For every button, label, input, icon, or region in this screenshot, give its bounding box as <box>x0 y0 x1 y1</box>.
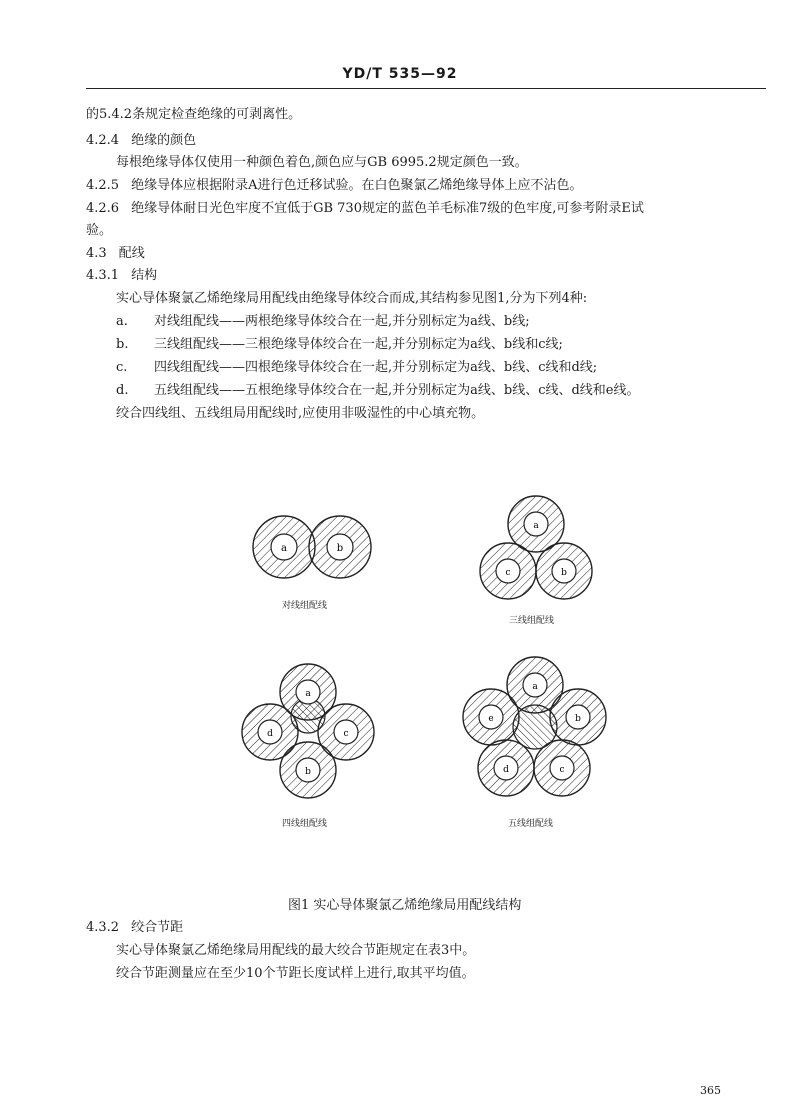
section-number: 4.3.1 <box>86 268 120 283</box>
label-quint: 五线组配线 <box>508 819 554 829</box>
section-text: 绝缘导体应根据附录A进行色迁移试验。在白色聚氯乙烯绝缘导体上应不沾色。 <box>131 178 583 193</box>
figure-caption: 图1 实心导体聚氯乙烯绝缘局用配线结构 <box>288 898 522 913</box>
wire-label-d: d <box>503 765 509 775</box>
section-4-3-2-heading <box>86 919 183 937</box>
wire-label-b: b <box>561 568 567 578</box>
wire-label-b: b <box>575 714 581 724</box>
section-4-2-5 <box>86 177 582 195</box>
page-header: YD/T 535—92 <box>342 66 458 82</box>
continuation-text: 的5.4.2条规定检查绝缘的可剥离性。 <box>86 107 302 122</box>
section-title: 绞合节距 <box>131 920 184 935</box>
item-text: 对线组配线——两根绝缘导体绞合在一起,并分别标定为a线、b线; <box>154 314 530 329</box>
section-title: 结构 <box>131 268 158 283</box>
item-label: c. <box>116 360 128 375</box>
wire-label-b: b <box>305 767 311 777</box>
wire-label-c: c <box>559 765 565 775</box>
section-title: 配线 <box>118 246 145 261</box>
list-item <box>116 382 640 400</box>
item-label: a. <box>116 314 128 329</box>
list-item <box>116 336 563 354</box>
wire-label-a: a <box>281 543 287 554</box>
list-item <box>116 313 530 331</box>
wire-label-c: c <box>343 729 349 739</box>
wire-label-b: b <box>336 543 344 554</box>
section-4-2-4-heading <box>86 132 196 150</box>
wire-label-c: c <box>505 568 511 578</box>
note-text: 绞合四线组、五线组局用配线时,应使用非吸湿性的中心填充物。 <box>116 406 485 421</box>
wire-label-a: a <box>532 682 538 692</box>
label-quad: 四线组配线 <box>282 819 328 829</box>
label-pair: 对线组配线 <box>282 601 328 611</box>
section-title: 绝缘的颜色 <box>131 133 197 148</box>
wire-label-a: a <box>533 521 539 531</box>
item-text: 三线组配线——三根绝缘导体绞合在一起,并分别标定为a线、b线和c线; <box>154 337 563 352</box>
pair-diagram <box>253 516 371 578</box>
item-text: 五线组配线——五根绝缘导体绞合在一起,并分别标定为a线、b线、c线、d线和e线。 <box>154 383 640 398</box>
label-triple: 三线组配线 <box>509 616 555 626</box>
wire-label-d: d <box>267 729 273 739</box>
list-item <box>116 359 597 377</box>
section-4-2-6-cont: 验。 <box>86 223 113 238</box>
quint-diagram <box>463 657 606 796</box>
section-number: 4.2.6 <box>86 201 120 216</box>
section-number: 4.3.2 <box>86 920 120 935</box>
wire-structure-figure <box>0 480 800 880</box>
item-label: b. <box>116 337 129 352</box>
triple-diagram <box>480 496 592 599</box>
section-4-3-2-text2: 绞合节距测量应在至少10个节距长度试样上进行,取其平均值。 <box>116 966 475 981</box>
section-number: 4.3 <box>86 246 107 261</box>
section-4-3-heading <box>86 245 145 263</box>
section-number: 4.2.5 <box>86 178 120 193</box>
header-rule <box>86 88 766 89</box>
section-text: 绝缘导体耐日光色牢度不宜低于GB 730规定的蓝色羊毛标准7级的色牢度,可参考附录E试 <box>131 201 644 216</box>
wire-label-e: e <box>488 714 494 724</box>
wire-label-a: a <box>305 689 311 699</box>
section-4-3-1-heading <box>86 267 157 285</box>
item-label: d. <box>116 383 129 398</box>
item-text: 四线组配线——四根绝缘导体绞合在一起,并分别标定为a线、b线、c线和d线; <box>154 360 598 375</box>
quad-diagram <box>242 664 374 798</box>
section-4-2-4-text: 每根绝缘导体仅使用一种颜色着色,颜色应与GB 6995.2规定颜色一致。 <box>116 155 528 170</box>
page-number: 365 <box>700 1084 721 1097</box>
section-4-3-2-text1: 实心导体聚氯乙烯绝缘局用配线的最大绞合节距规定在表3中。 <box>116 943 476 958</box>
section-4-2-6 <box>86 200 644 218</box>
section-4-3-1-text: 实心导体聚氯乙烯绝缘局用配线由绝缘导体绞合而成,其结构参见图1,分为下列4种: <box>116 291 588 306</box>
section-number: 4.2.4 <box>86 133 120 148</box>
